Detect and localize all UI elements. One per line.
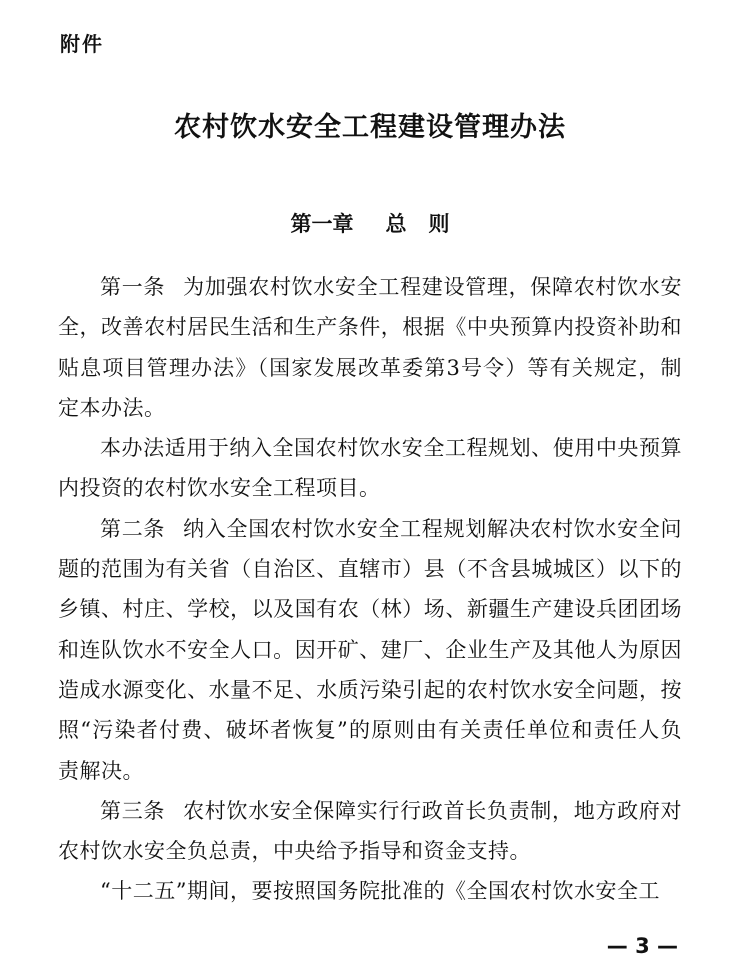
attachment-label: 附件 — [60, 32, 104, 56]
article-paragraph — [58, 791, 682, 872]
chapter-number: 第一章 — [290, 212, 354, 236]
article-text: 为加强农村饮水安全工程建设管理，保障农村饮水安全，改善农村居民生活和生产条件，根据《中央预算内投资补助和贴息项目管理办法》（国家发展改革委第3号令）等有关规定，制定本办法。 — [58, 275, 683, 420]
article-label: 第一条 — [100, 275, 166, 299]
paragraph-text: 本办法适用于纳入全国农村饮水安全工程规划、使用中央预算内投资的农村饮水安全工程项目。 — [58, 436, 682, 501]
document-body — [58, 267, 682, 912]
body-paragraph — [58, 428, 682, 509]
article-paragraph — [58, 267, 682, 428]
paragraph-text: “十二五”期间，要按照国务院批准的《全国农村饮水安全工 — [100, 879, 660, 904]
document-title: 农村饮水安全工程建设管理办法 — [174, 112, 566, 143]
article-paragraph — [58, 509, 682, 791]
body-paragraph — [58, 871, 682, 911]
chapter-name-part2: 则 — [428, 212, 450, 236]
chapter-heading — [0, 208, 740, 238]
article-text: 纳入全国农村饮水安全工程规划解决农村饮水安全问题的范围为有关省（自治区、直辖市）县（不含县城城区）以下的乡镇、村庄、学校，以及国有农（林）场、新疆生产建设兵团团场和连队饮水不安全人口。因开矿、建厂、企业生产及其他人为原因造成水源变化、水量不足、水质污染引起的农村饮水安全问题，按照“污染者付费、破坏者恢复”的原则由有关责任单位和责任人负责解决。 — [58, 516, 683, 783]
chapter-name-part1: 总 — [385, 212, 407, 236]
article-text: 农村饮水安全保障实行行政首长负责制，地方政府对农村饮水安全负总责，中央给予指导和资金支持。 — [58, 798, 683, 864]
article-label: 第二条 — [100, 516, 166, 541]
article-label: 第三条 — [100, 798, 166, 823]
page-number: — 3 — — [606, 934, 678, 958]
